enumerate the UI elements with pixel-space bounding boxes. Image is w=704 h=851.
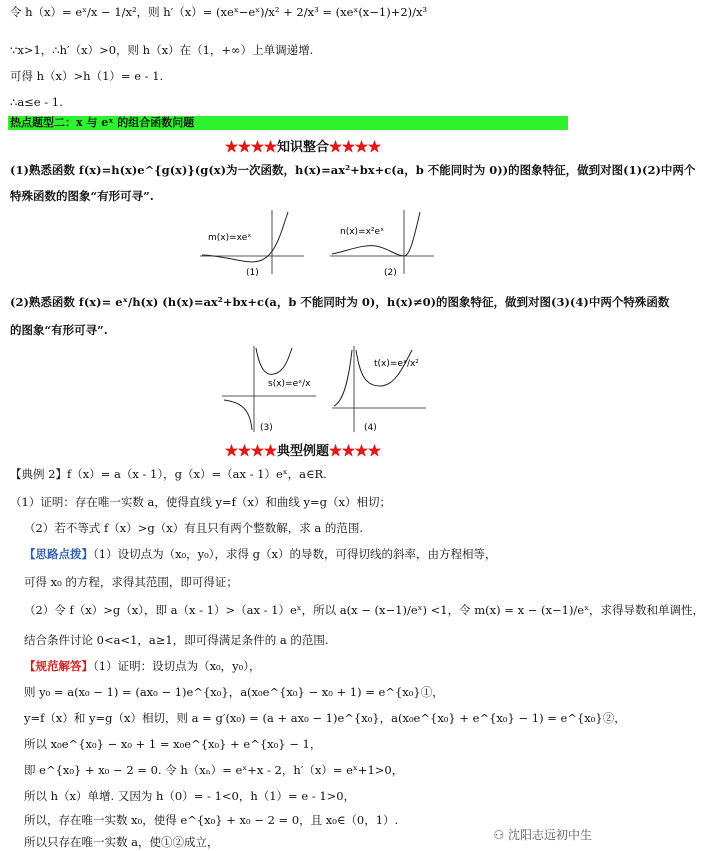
example-part-1: （1）证明：存在唯一实数 a，使得直线 y=f（x）和曲线 y=g（x）相切；: [10, 495, 391, 509]
para-1-line-1: (1)熟悉函数 f(x)=h(x)e^{g(x)}(g(x)为一次函数，h(x)=ax²+bx+c(a，b 不能同时为 0))的图象特征，做到对图(1)(2)中两个: [10, 163, 696, 177]
graph-3-label: s(x)=eˣ/x: [268, 379, 311, 389]
solution-line-7: 所以，存在唯一实数 x₀，使得 e^{x₀} + x₀ − 2 = 0，且 x₀∈（0，1）.: [24, 813, 399, 827]
example-part-2: （2）若不等式 f（x）>g（x）有且只有两个整数解，求 a 的范围.: [24, 521, 364, 535]
curve-s-right: [256, 348, 292, 374]
example-heading: [0, 440, 606, 459]
example-statement: 【典例 2】f（x）= a（x - 1），g（x）=（ax - 1）eˣ，a∈R.: [10, 467, 327, 481]
topic-banner: 热点题型二：x 与 eˣ 的组合函数问题: [8, 116, 568, 130]
intro-line-4: ∴a≤e - 1.: [10, 95, 63, 109]
graph-3-caption: (3): [260, 423, 273, 433]
hint-tag: 【思路点拨】: [24, 547, 93, 561]
graph-4-caption: (4): [364, 423, 377, 433]
para-2-line-2: 的图象“有形可寻”.: [10, 323, 108, 337]
star-icon: ★★★★: [224, 140, 277, 155]
graph-3: [220, 346, 320, 434]
knowledge-title: 知识整合: [276, 140, 329, 155]
solution-line-2: 则 y₀ = a(x₀ − 1) = (ax₀ − 1)e^{x₀}，a(x₀e^{x₀} − x₀ + 1) = e^{x₀}①，: [24, 685, 444, 699]
star-icon: ★★★★: [224, 444, 277, 459]
star-icon: ★★★★: [329, 140, 382, 155]
solution-line-6: 所以 h（x）单增. 又因为 h（0）= - 1<0，h（1）= e - 1>0，: [24, 789, 356, 803]
graph-4-label: t(x)=eˣ/x²: [374, 359, 419, 369]
hint-line-3: （2）令 f（x）>g（x），即 a（x - 1）>（ax - 1）eˣ，所以 a(x − (x−1)/eˣ) <1，令 m(x) = x − (x−1)/eˣ，求得导数和单调性，: [24, 603, 704, 617]
example-title: 典型例题: [276, 444, 329, 459]
solution-line-3: y=f（x）和 y=g（x）相切，则 a = g′(x₀) = (a + ax₀ − 1)e^{x₀}，a(x₀e^{x₀} + e^{x₀} − 1) = e^{x₀}②，: [24, 711, 626, 725]
hint-text-1: （1）设切点为（x₀，y₀），求得 g（x）的导数，可得切线的斜率，由方程相等，: [93, 547, 497, 561]
para-2-line-1: (2)熟悉函数 f(x)= eˣ/h(x) (h(x)=ax²+bx+c(a，b 不能同时为 0)，h(x)≠0)的图象特征，做到对图(3)(4)中两个特殊函数: [10, 295, 670, 309]
solution-line-8: 所以只存在唯一实数 a，使①②成立，: [24, 835, 219, 849]
solution-line-1: [24, 658, 261, 674]
intro-line-2: ∵x>1，∴h′（x）>0，则 h（x）在（1，+∞）上单调递增.: [10, 43, 314, 57]
intro-line-1: 令 h（x）= eˣ/x − 1/x²，则 h′（x）= (xeˣ−eˣ)/x² + 2/x³ = (xeˣ(x−1)+2)/x³: [10, 5, 428, 19]
solution-line-4: 所以 x₀e^{x₀} − x₀ + 1 = x₀e^{x₀} + e^{x₀} − 1，: [24, 737, 322, 751]
intro-line-3: 可得 h（x）>h（1）= e - 1.: [10, 69, 164, 83]
knowledge-heading: [0, 136, 606, 155]
hint-line-1: [24, 546, 497, 562]
solution-text-1: （1）证明：设切点为（x₀，y₀），: [93, 659, 261, 673]
graph-1: [200, 208, 310, 278]
para-1-line-2: 特殊函数的图象“有形可寻”.: [10, 189, 154, 203]
graph-2-label: n(x)=x²eˣ: [340, 227, 385, 237]
graph-2: [330, 208, 440, 278]
curve-t-left: [334, 350, 352, 406]
curve-s-left: [224, 400, 252, 430]
solution-tag: 【规范解答】: [24, 659, 93, 673]
graph-1-label: m(x)=xeˣ: [208, 233, 252, 243]
watermark-text: 沈阳志远初中生: [507, 828, 592, 842]
watermark: [493, 826, 592, 843]
graph-1-caption: (1): [246, 268, 259, 278]
solution-line-5: 即 e^{x₀} + x₀ − 2 = 0. 令 h（xₙ）= eˣ+x - 2，h′（x）= eˣ+1>0，: [24, 763, 404, 777]
graph-4: [330, 346, 430, 434]
star-icon: ★★★★: [329, 444, 382, 459]
graph-2-caption: (2): [384, 268, 397, 278]
wechat-icon: ⚇: [493, 828, 505, 842]
hint-line-2: 可得 x₀ 的方程，求得其范围，即可得证；: [24, 575, 238, 589]
hint-line-4: 结合条件讨论 0<a<1，a≥1，即可得满足条件的 a 的范围.: [24, 633, 329, 647]
